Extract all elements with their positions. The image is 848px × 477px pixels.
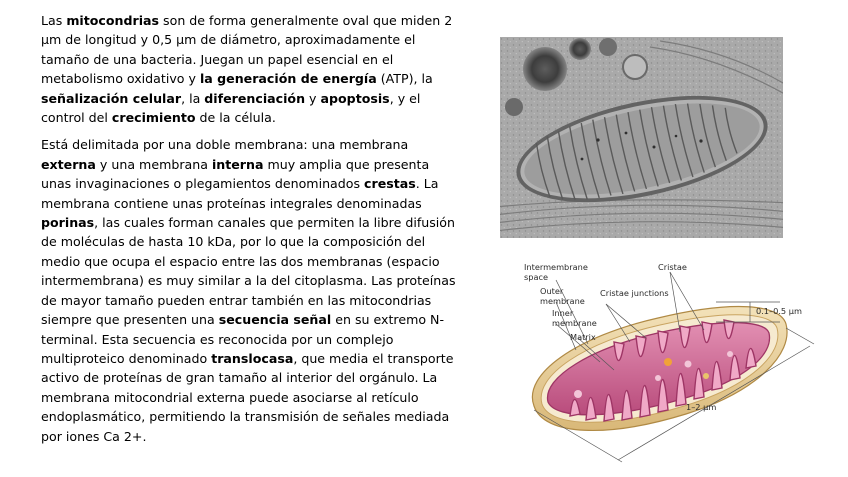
paragraph1-segment-1: mitocondrias [66,13,160,28]
label-length: 1–2 μm [686,402,717,412]
paragraph2-segment-12: , que media el transporte activo de proteínas de gran tamaño al interior del orgánulo. La membrana mitocondrial externa puede asociarse al retículo endoplasmático, permitiendo la transmisión de señales mediada por iones Ca 2+. [41,350,454,444]
paragraph2-segment-2: y una membrana [95,156,212,172]
paragraph1-segment-10: , y el control del [41,90,421,126]
paragraph2-segment-9: secuencia señal [218,312,332,328]
paragraph-mitochondria-membranes [41,135,461,446]
paragraph2-segment-11: translocasa [211,350,294,366]
paragraph2-segment-1: externa [41,156,96,172]
paragraph2-segment-6: . La membrana contiene unas proteínas integrales denominadas [41,176,439,211]
paragraph2-segment-8: , las cuales forman canales que permiten la libre difusión de moléculas de hasta 10 kDa, por lo que la composición del medio que ocupa el espacio entre las dos membranas (espacio intermembrana) es muy similar a la del citoplasma. Las proteínas de mayor tamaño pueden entrar también en las mitocondrias siempre que presenten una [41,215,456,328]
paragraph2-segment-10: en su extremo N- terminal. Esta secuencia es reconocida por un complejo multiproteico denominado [41,312,445,366]
paragraph1-segment-9: apoptosis [320,90,390,106]
paragraph1-segment-12: de la célula. [195,110,276,126]
paragraph1-segment-8: y [305,90,321,106]
label-cristae: Cristae [658,262,687,272]
paragraph-mitochondria-overview [41,11,461,127]
label-intermembrane-space-1: Intermembrane [524,262,588,272]
paragraph1-segment-5: señalización celular [41,90,182,106]
paragraph2-segment-5: crestas [364,176,416,192]
paragraph2-segment-7: porinas [41,215,95,231]
paragraph1-segment-2: son de forma generalmente oval que miden 2 µm de longitud y 0,5 µm de diámetro, aproximadamente el tamaño de una bacteria. Juegan un papel esencial en el metabolismo oxidativo y [41,13,453,87]
label-width: 0.1–0.5 μm [756,306,802,316]
paragraph1-segment-11: crecimiento [111,110,196,126]
paragraph2-segment-3: interna [211,156,264,172]
label-inner-membrane-2: membrane [552,318,597,328]
paragraph1-segment-6: , la [181,90,205,106]
mitochondrion-diagram [518,258,818,470]
label-matrix: Matrix [570,332,596,342]
paragraph1-segment-4: (ATP), la [376,71,433,87]
label-inner-membrane-1: Inner [552,308,574,318]
label-outer-membrane-2: membrane [540,296,585,306]
label-outer-membrane-1: Outer [540,286,564,296]
label-intermembrane-space-2: space [524,272,549,282]
paragraph2-segment-0: Está delimitada por una doble membrana: una membrana [41,137,409,153]
text-column [41,11,461,446]
paragraph2-segment-4: muy amplia que presenta unas invaginaciones o plegamientos denominados [41,156,430,192]
paragraph1-segment-0: Las [41,13,67,28]
paragraph1-segment-7: diferenciación [204,90,306,106]
paragraph1-segment-3: la generación de energía [199,71,377,87]
electron-micrograph-image [500,37,783,238]
label-cristae-junctions: Cristae junctions [600,288,669,298]
